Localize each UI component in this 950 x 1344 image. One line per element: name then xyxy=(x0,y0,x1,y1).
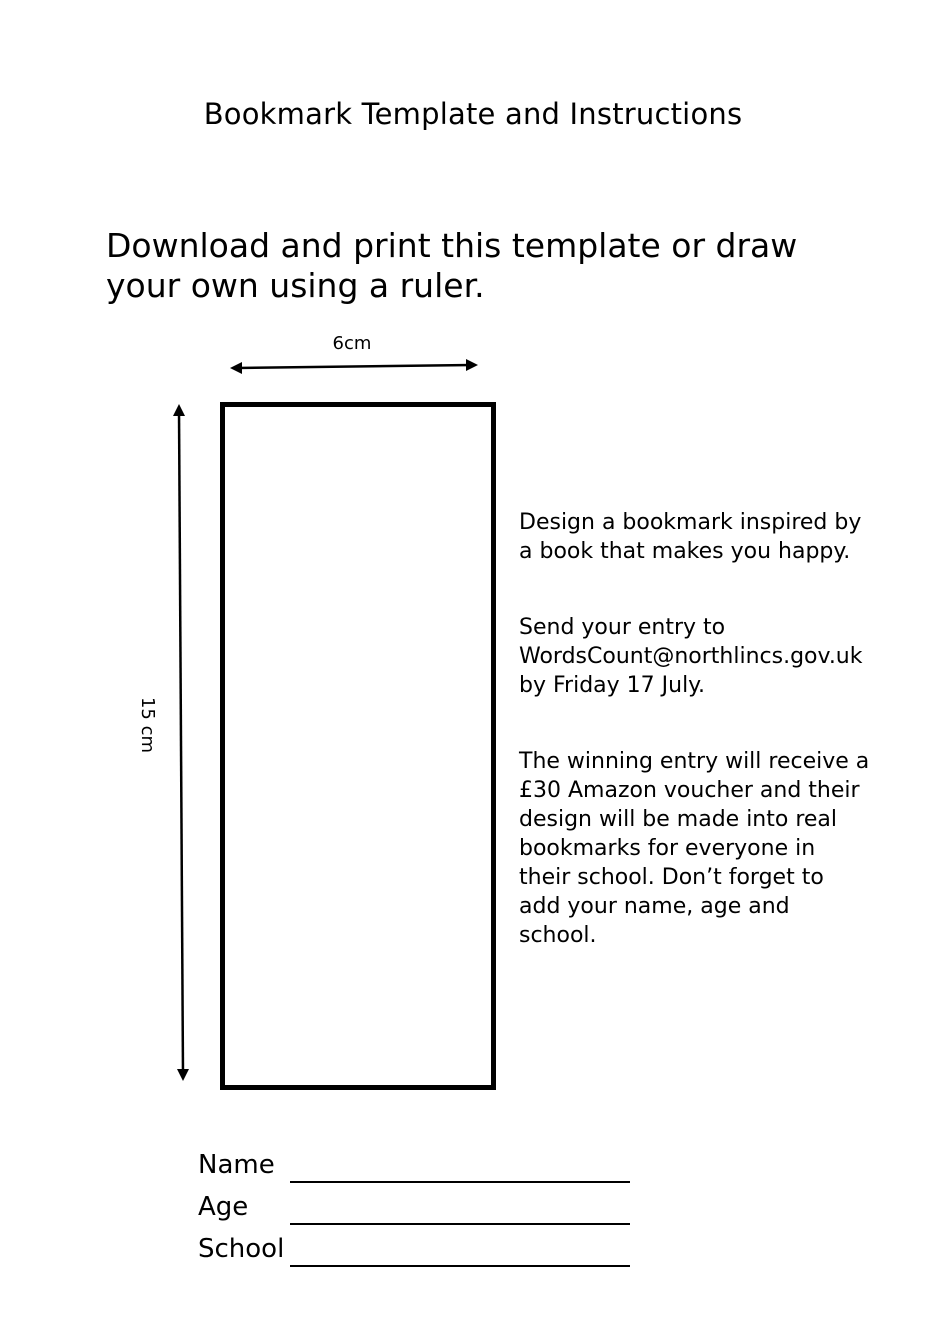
entry-form xyxy=(198,1144,630,1270)
instruction-paragraph: Design a bookmark inspired by a book that makes you happy. xyxy=(519,510,862,564)
school-row xyxy=(198,1228,630,1270)
name-label: Name xyxy=(198,1150,275,1180)
age-row xyxy=(198,1186,630,1228)
instruction-paragraph: The winning entry will receive a £30 Amazon voucher and their design will be made into real bookmarks for everyone in their school. Don’t forget to add your name, age and school. xyxy=(519,749,870,948)
name-row xyxy=(198,1144,630,1186)
width-arrow-icon xyxy=(230,359,478,374)
height-dimension-label: 15 cm xyxy=(137,696,158,754)
intro-line: your own using a ruler. xyxy=(106,266,485,305)
intro-line: Download and print this template or draw xyxy=(106,226,798,265)
width-dimension-label: 6cm xyxy=(332,333,372,354)
height-arrow-icon xyxy=(173,404,189,1081)
bookmark-template xyxy=(220,402,496,1090)
instructions xyxy=(519,508,899,997)
age-field[interactable] xyxy=(290,1223,630,1225)
instruction-paragraph: Send your entry to WordsCount@northlincs.gov.uk by Friday 17 July. xyxy=(519,613,899,700)
school-label: School xyxy=(198,1234,285,1264)
name-field[interactable] xyxy=(290,1181,630,1183)
email-address: WordsCount@northlincs.gov.uk xyxy=(519,644,863,669)
school-field[interactable] xyxy=(290,1265,630,1267)
page-title: Bookmark Template and Instructions xyxy=(203,97,743,131)
age-label: Age xyxy=(198,1192,249,1222)
